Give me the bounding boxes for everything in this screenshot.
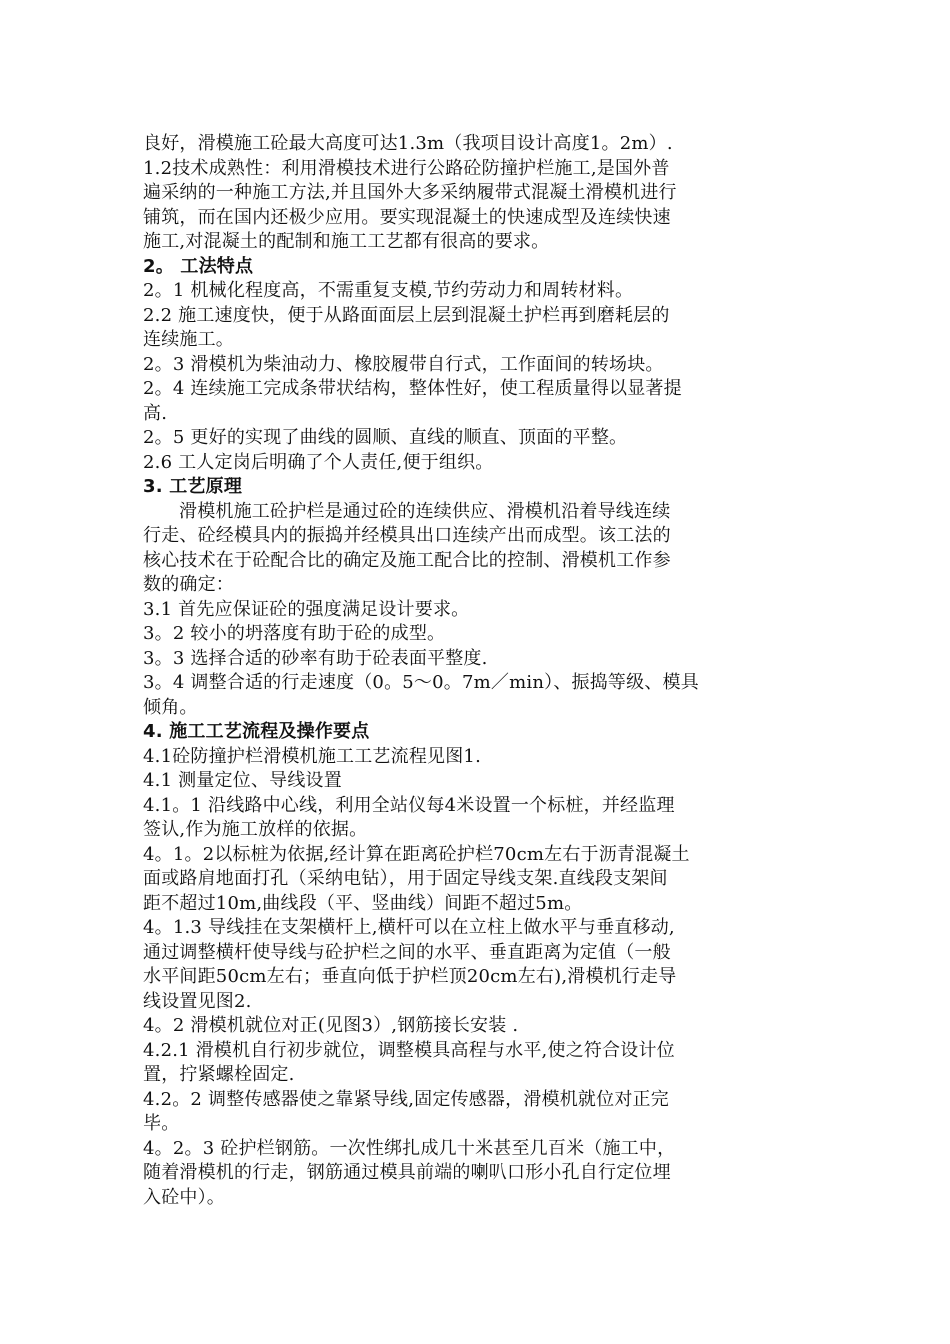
text-line: 高. — [143, 402, 168, 424]
text-line: 铺筑，而在国内还极少应用。要实现混凝土的快速成型及连续快速 — [143, 206, 671, 228]
text-line: 置，拧紧螺栓固定. — [143, 1064, 295, 1085]
text-line: 2.2 施工速度快，便于从路面面层上层到混凝土护栏再到磨耗层的 — [143, 304, 670, 326]
text-line: 倾角。 — [143, 696, 198, 718]
text-line: 水平间距50cm左右；垂直向低于护栏顶20cm左右),滑模机行走导 — [143, 966, 677, 987]
text-line: 随着滑模机的行走，钢筋通过模具前端的喇叭口形小孔自行定位埋 — [143, 1162, 671, 1183]
text-line: 4。1.3 导线挂在支架横杆上,横杆可以在立柱上做水平与垂直移动, — [143, 917, 675, 938]
text-line: 核心技术在于砼配合比的确定及施工配合比的控制、滑模机工作参 — [143, 549, 671, 571]
text-line: 2。1 机械化程度高，不需重复支模,节约劳动力和周转材料。 — [143, 280, 634, 301]
text-line: 4.1。1 沿线路中心线，利用全站仪每4米设置一个标桩，并经监理 — [143, 794, 675, 816]
section-heading: 2。 工法特点 — [143, 255, 254, 277]
text-line: 滑模机施工砼护栏是通过砼的连续供应、滑模机沿着导线连续 — [179, 500, 671, 522]
text-line: 连续施工。 — [143, 329, 234, 350]
text-line: 行走、砼经模具内的振捣并经模具出口连续产出而成型。该工法的 — [143, 525, 671, 546]
text-line: 4.2.1 滑模机自行初步就位，调整模具高程与水平,使之符合设计位 — [143, 1039, 675, 1061]
text-line: 4。1。2以标桩为依据,经计算在距离砼护栏70cm左右于沥青混凝土 — [143, 843, 690, 865]
text-line: 2。5 更好的实现了曲线的圆顺、直线的顺直、顶面的平整。 — [143, 427, 628, 448]
text-line: 数的确定： — [143, 574, 234, 595]
text-line: 1.2技术成熟性：利用滑模技术进行公路砼防撞护栏施工,是国外普 — [143, 157, 670, 179]
text-line: 4.1砼防撞护栏滑模机施工工艺流程见图1. — [143, 745, 481, 767]
text-line: 距不超过10m,曲线段（平、竖曲线）间距不超过5m。 — [143, 892, 583, 914]
text-line: 入砼中）。 — [143, 1186, 225, 1208]
section-heading: 3. 工艺原理 — [143, 476, 243, 497]
text-line: 2。4 连续施工完成条带状结构，整体性好，使工程质量得以显著提 — [143, 378, 682, 399]
text-line: 良好，滑模施工砼最大高度可达1.3m（我项目设计高度1。2m）. — [143, 133, 673, 154]
text-line: 4.1 测量定位、导线设置 — [143, 770, 342, 791]
document-body — [143, 132, 819, 1210]
text-line: 通过调整横杆使导线与砼护栏之间的水平、垂直距离为定值（一般 — [143, 941, 671, 963]
text-line: 2.6 工人定岗后明确了个人责任,便于组织。 — [143, 451, 494, 473]
text-line: 2。3 滑模机为柴油动力、橡胶履带自行式，工作面间的转场块。 — [143, 353, 664, 375]
text-line: 3。4 调整合适的行走速度（0。5～0。7m／min）、振捣等级、模具 — [143, 672, 699, 693]
text-line: 3。3 选择合适的砂率有助于砼表面平整度. — [143, 647, 488, 669]
text-line: 遍采纳的一种施工方法,并且国外大多采纳履带式混凝土滑模机进行 — [143, 182, 677, 203]
text-line: 3。2 较小的坍落度有助于砼的成型。 — [143, 623, 446, 644]
text-line: 签认,作为施工放样的依据。 — [143, 819, 368, 840]
text-line: 3.1 首先应保证砼的强度满足设计要求。 — [143, 598, 470, 620]
text-line: 4。2 滑模机就位对正(见图3）,钢筋接长安装 . — [143, 1015, 519, 1036]
text-line: 面或路肩地面打孔（采纳电钻），用于固定导线支架.直线段支架间 — [143, 868, 668, 889]
text-line: 4。2。3 砼护栏钢筋。一次性绑扎成几十米甚至几百米（施工中， — [143, 1137, 676, 1159]
text-line: 线设置见图2. — [143, 990, 252, 1012]
text-line: 施工,对混凝土的配制和施工工艺都有很高的要求。 — [143, 231, 550, 252]
text-line: 4.2。2 调整传感器使之靠紧导线,固定传感器，滑模机就位对正完 — [143, 1088, 669, 1110]
section-heading: 4. 施工工艺流程及操作要点 — [143, 721, 370, 742]
text-line: 毕。 — [143, 1113, 180, 1134]
